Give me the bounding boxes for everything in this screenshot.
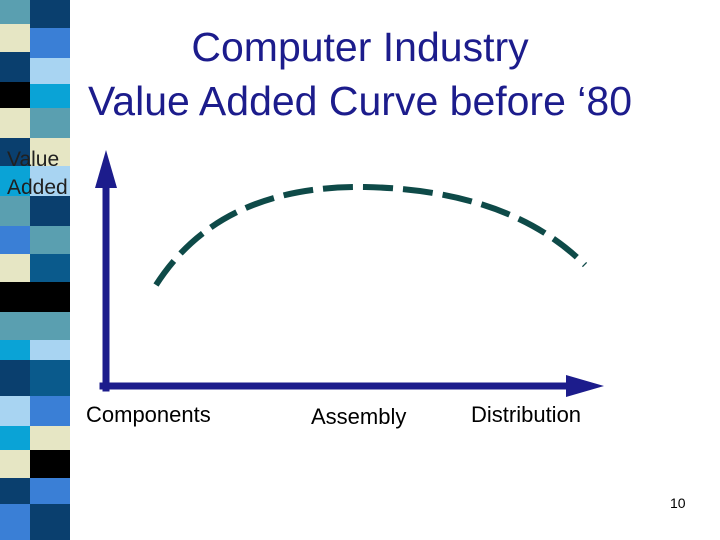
y-axis-arrowhead <box>95 150 117 188</box>
page-number: 10 <box>670 495 686 511</box>
x-axis-label-components: Components <box>86 402 211 427</box>
y-axis-label-line-2: Added <box>7 176 68 199</box>
value-added-curve <box>156 187 585 285</box>
x-axis-arrowhead <box>566 375 604 397</box>
slide-title-line-1: Computer Industry <box>191 24 529 70</box>
slide-title-line-2: Value Added Curve before ‘80 <box>87 78 632 124</box>
x-axis-label-assembly: Assembly <box>311 404 407 429</box>
x-axis-label-distribution: Distribution <box>471 402 582 427</box>
y-axis-label-line-1: Value <box>7 148 60 171</box>
